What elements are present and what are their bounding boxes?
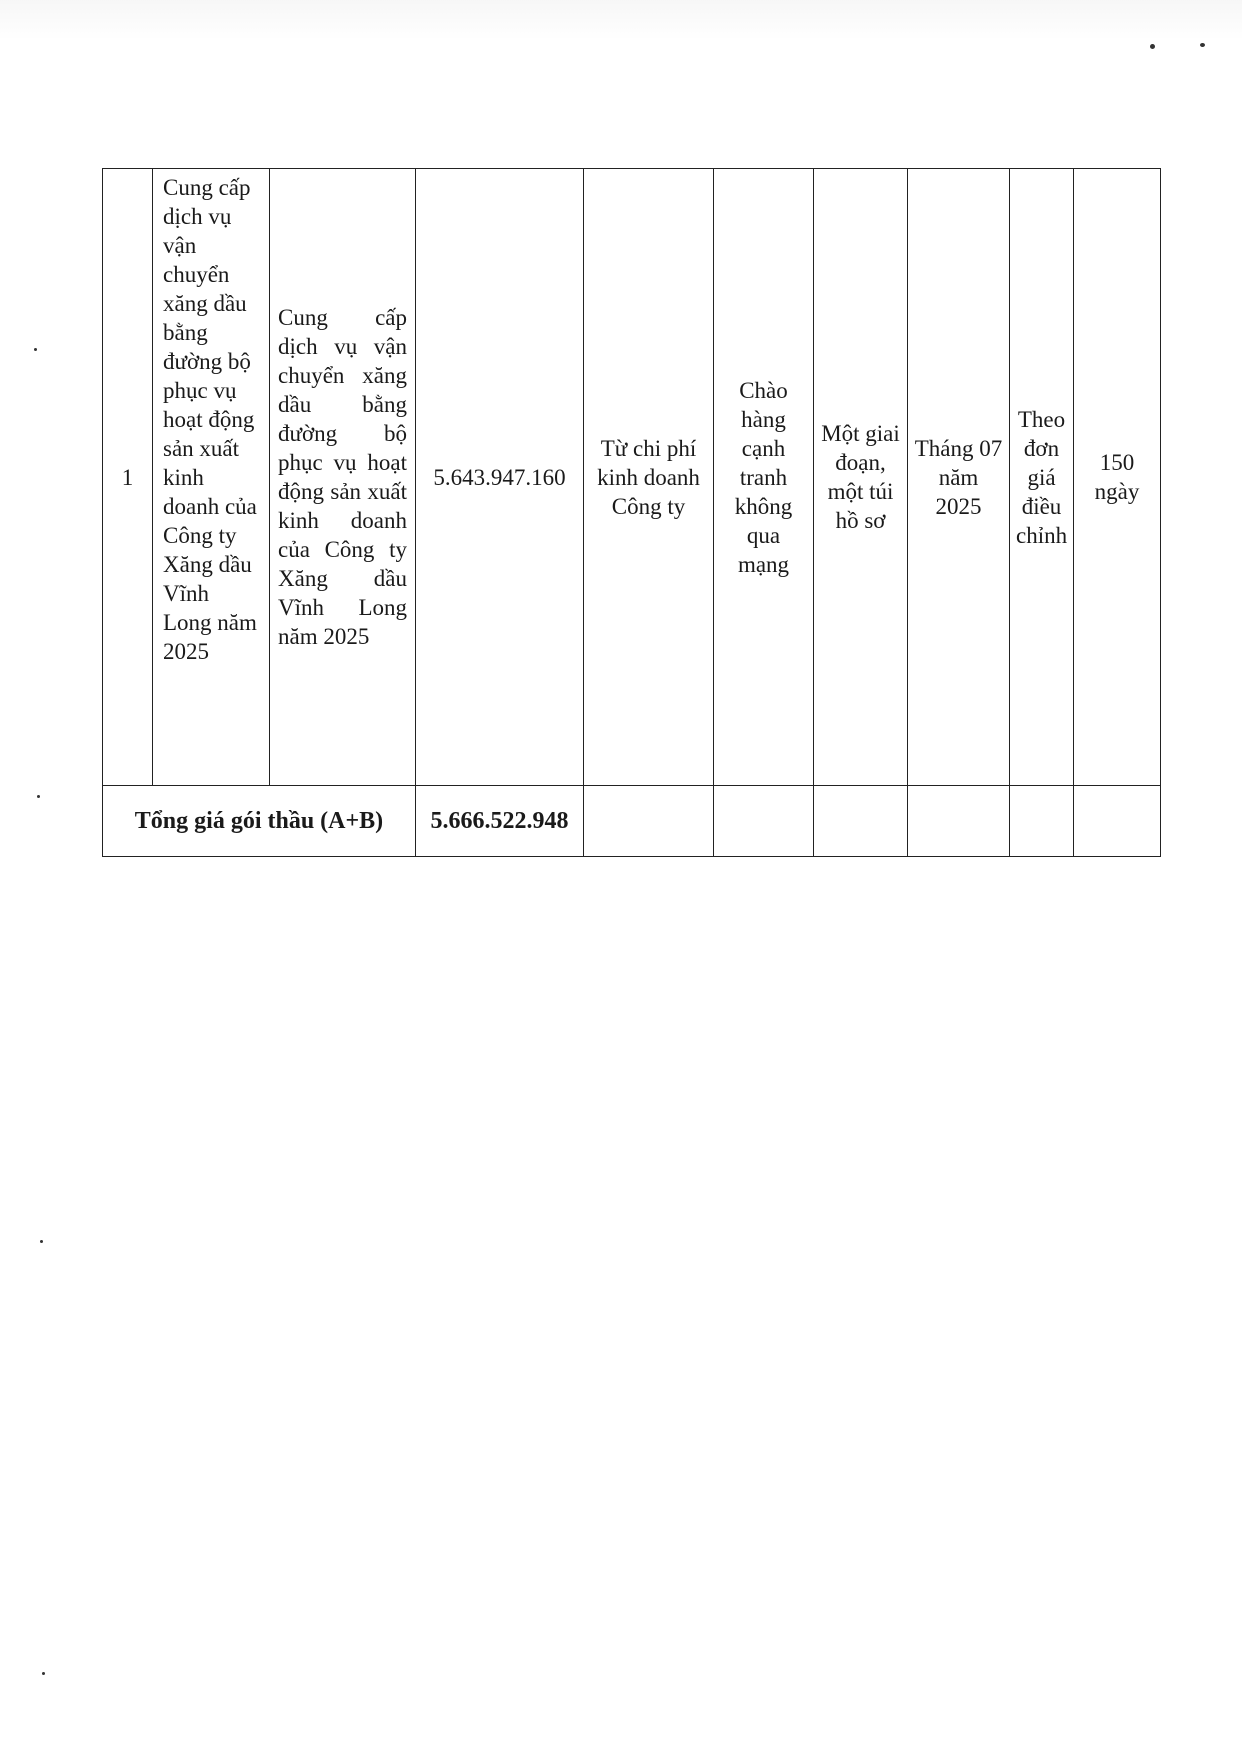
package-price-cell: 5.643.947.160 xyxy=(416,169,584,786)
duration-cell: 150 ngày xyxy=(1074,169,1161,786)
total-label: Tổng giá gói thầu (A+B) xyxy=(103,786,416,857)
scan-speck xyxy=(37,795,40,798)
empty-cell xyxy=(814,786,908,857)
row-index: 1 xyxy=(103,169,153,786)
selection-method-cell: Chào hàng cạnh tranh không qua mạng xyxy=(714,169,814,786)
scan-speck xyxy=(42,1672,45,1675)
contract-type-cell: Theo đơn giá điều chỉnh xyxy=(1010,169,1074,786)
scan-speck xyxy=(1150,44,1155,49)
scan-speck xyxy=(34,348,37,351)
scan-speck xyxy=(1200,43,1205,47)
bid-package-table xyxy=(102,168,1161,857)
empty-cell xyxy=(714,786,814,857)
empty-cell xyxy=(1074,786,1161,857)
total-row xyxy=(103,786,1161,857)
package-summary-cell: Cung cấp dịch vụ vận chuyển xăng dầu bằng đường bộ phục vụ hoạt động sản xuất kinh doanh của Công ty Xăng dầu Vĩnh Long năm 2025 xyxy=(270,169,416,786)
start-time-cell: Tháng 07 năm 2025 xyxy=(908,169,1010,786)
package-name-cell: Cung cấp dịch vụ vận chuyển xăng dầu bằng đường bộ phục vụ hoạt động sản xuất kinh doanh của Công ty Xăng dầu Vĩnh Long năm 2025 xyxy=(153,169,270,786)
table-row xyxy=(103,169,1161,786)
total-value: 5.666.522.948 xyxy=(416,786,584,857)
empty-cell xyxy=(1010,786,1074,857)
scan-shadow xyxy=(0,0,1242,40)
empty-cell xyxy=(908,786,1010,857)
procedure-cell: Một giai đoạn, một túi hồ sơ xyxy=(814,169,908,786)
funding-source-cell: Từ chi phí kinh doanh Công ty xyxy=(584,169,714,786)
empty-cell xyxy=(584,786,714,857)
scan-speck xyxy=(40,1240,43,1243)
